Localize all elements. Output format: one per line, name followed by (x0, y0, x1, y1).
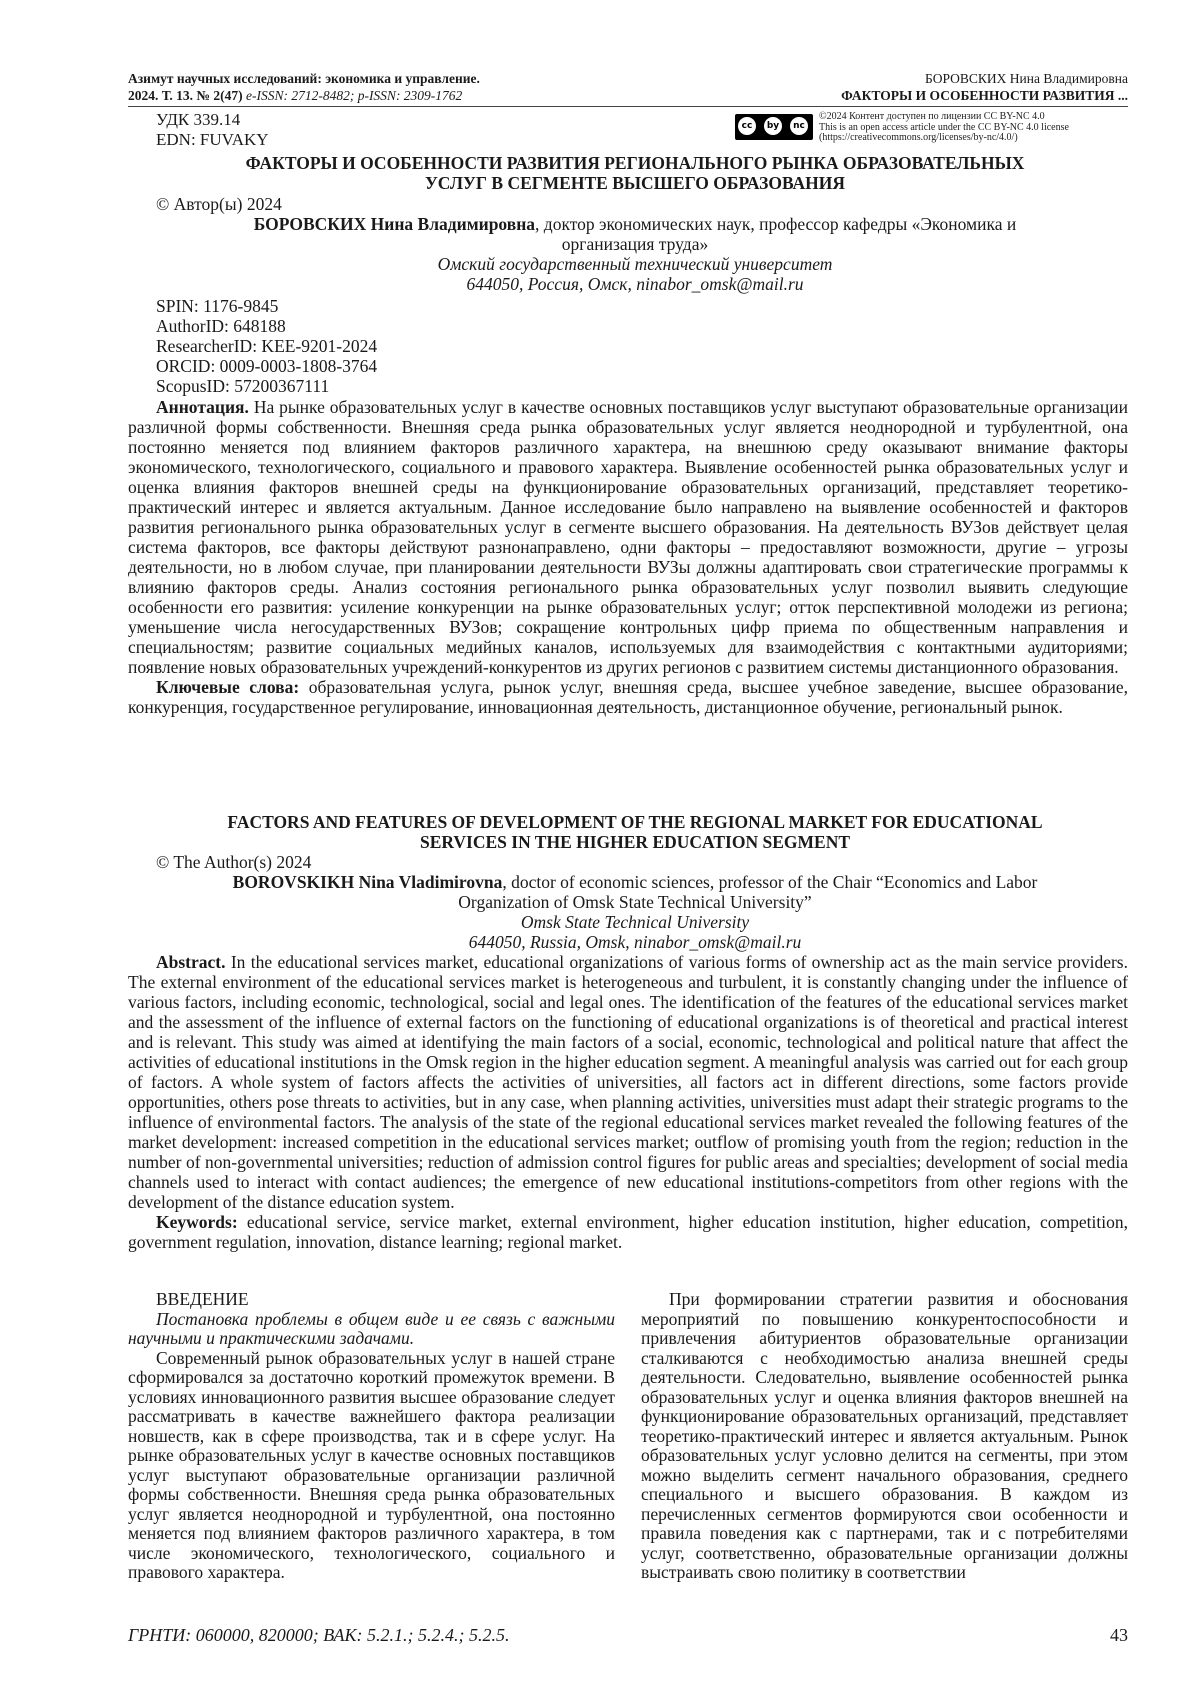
scopus-id: ScopusID: 57200367111 (156, 376, 330, 396)
orcid-id: ORCID: 0009-0003-1808-3764 (156, 356, 378, 376)
running-author: БОРОВСКИХ Нина Владимировна (925, 71, 1128, 86)
running-title: ФАКТОРЫ И ОСОБЕННОСТИ РАЗВИТИЯ ... (841, 88, 1128, 103)
copyright-ru: © Автор(ы) 2024 (156, 194, 282, 214)
journal-name: Азимут научных исследований: экономика и управление. (128, 71, 480, 86)
abstract-en: Abstract. In the educational services market, educational organizations of various forms of ownership act as the main service providers. The external environment of the educational services market is heterogeneous and turbulent, it is constantly changing under the influence of various factors, including economic, technological, social and legal ones. The identification of the features of the educational services market and the assessment of the influence of external factors on the functioning of educational organizations is of theoretical and practical interest and is relevant. This study was aimed at identifying the main factors of a social, economic, technological and political nature that affect the activities of educational institutions in the Omsk region in the higher education segment. A meaningful analysis was carried out for each group of factors. A whole system of factors affects the activities of universities, all factors act in different directions, some factors provide opportunities, others pose threats to activities, but in any case, when planning activities, universities must adapt their strategic programs to the influence of environmental factors. The analysis of the state of the regional educational services market revealed the following features of the market development: increased competition in the educational services market; outflow of promising youth from the region; reduction in the number of non-governmental universities; reduction of admission control figures for public areas and specialties; development of social media channels used to interact with contact audiences; the emergence of new educational institutions-competitors from other regions with the development of the distance education system. Keywords: educational service, service market, external environment, higher education institution, higher education, competition, government regulation, innovation, distance learning; regional market. (128, 952, 1128, 1252)
keywords-en: Keywords: educational service, service market, external environment, higher education institution, higher education, competition, government regulation, innovation, distance learning; regional market. (128, 1212, 1128, 1252)
section-heading: ВВЕДЕНИЕ (156, 1289, 249, 1309)
cc-icon: cc (738, 117, 756, 135)
abstract-label-ru: Аннотация. (156, 397, 249, 417)
body-left-column (128, 1290, 615, 1583)
author-id: AuthorID: 648188 (156, 316, 286, 336)
researcher-id: ResearcherID: KEE-9201-2024 (156, 336, 378, 356)
license-block (735, 112, 1135, 144)
abstract-label-en: Abstract. (156, 952, 226, 972)
page-number: 43 (1110, 1625, 1128, 1645)
keywords-ru: Ключевые слова: образовательная услуга, рынок услуг, внешняя среда, высшее учебное заведение, высшее образование, конкуренция, государственное регулирование, инновационная деятельность, дистанционное обучение, региональный рынок. (128, 677, 1128, 717)
body-right-column (641, 1290, 1128, 1583)
address-ru: 644050, Россия, Омск, ninabor_omsk@mail.ru (466, 274, 804, 294)
license-link[interactable]: (https://creativecommons.org/licenses/by-nc/4.0/) (819, 132, 1018, 143)
udk: УДК 339.14 (156, 110, 241, 129)
author-line-en: BOROVSKIKH Nina Vladimirovna, doctor of economic sciences, professor of the Chair “Economics and Labor Organization of Omsk State Technical University” Omsk State Technical University 644050, Russia, Omsk, ninabor_omsk@mail.ru (160, 872, 1110, 952)
running-header-right (841, 70, 1128, 104)
classification-codes: ГРНТИ: 060000, 820000; ВАК: 5.2.1.; 5.2.4.; 5.2.5. (128, 1625, 510, 1645)
article-title-ru: ФАКТОРЫ И ОСОБЕННОСТИ РАЗВИТИЯ РЕГИОНАЛЬНОГО РЫНКА ОБРАЗОВАТЕЛЬНЫХ УСЛУГ В СЕГМЕНТЕ ВЫСШЕГО ОБРАЗОВАНИЯ (245, 153, 1025, 193)
copyright-en: © The Author(s) 2024 (156, 852, 312, 872)
license-text: ©2024 Контент доступен по лицензии CC BY-NC 4.0 This is an open access article under the CC BY-NC 4.0 license (https://creativecommons.org/licenses/by-nc/4.0/) (819, 112, 1139, 144)
header-divider (128, 106, 1128, 107)
author-name-ru: БОРОВСКИХ Нина Владимировна (253, 214, 536, 234)
abstract-ru: Аннотация. На рынке образовательных услуг в качестве основных поставщиков услуг выступают образовательные организации различной формы собственности. Внешняя среда рынка образовательных услуг является неоднородной и турбулентной, она постоянно меняется под влиянием факторов различного характера, на внешнюю среду оказывают внимание факторы экономического, технологического, социального и правового характера. Выявление особенностей рынка образовательных услуг и оценка влияния факторов внешней среды на функционирование образовательных организаций, представляет теоретико-практический интерес и является актуальным. Данное исследование было направлено на выявление особенностей и факторов развития регионального рынка образовательных услуг в сегменте высшего образования. На деятельность ВУЗов действует целая система факторов, все факторы действуют разнонаправлено, одни факторы – предоставляют возможности, другие – угрозы деятельности, но в любом случае, при планировании деятельности ВУЗы должны адаптировать свои стратегические программы к влиянию факторов среды. Анализ состояния регионального рынка образовательных услуг позволил выявить следующие особенности его развития: усиление конкуренции на рынке образовательных услуг; отток перспективной молодежи из региона; уменьшение числа негосударственных ВУЗов; сокращение контрольных цифр приема по общественным направления и специальностям; развитие социальных медийных каналов, используемых для взаимодействия с контактными аудиториями; появление новых образовательных учреждений-конкурентов из других регионов с развитием системы дистанционного образования. Ключевые слова: образовательная услуга, рынок услуг, внешняя среда, высшее учебное заведение, высшее образование, конкуренция, государственное регулирование, инновационная деятельность, дистанционное обучение, региональный рынок. (128, 397, 1128, 717)
body-paragraph-left: Современный рынок образовательных услуг в нашей стране сформировался за достаточно короткий промежуток времени. В условиях инновационного развития высшее образование следует рассматривать в качестве важнейшего фактора реализации новшеств, как в сфере производства, так и в сфере услуг. На рынке образовательных услуг в качестве основных поставщиков услуг выступают образовательные организации различной формы собственности. Внешняя среда рынка образовательных услуг является неоднородной и турбулентной, она постоянно меняется под влиянием факторов различного характера, в том числе экономического, технологического, социального и правового характера. (128, 1347, 615, 1582)
affiliation-en: Omsk State Technical University (520, 912, 750, 932)
affiliation-ru: Омский государственный технический университет (437, 254, 833, 274)
nc-icon: nc (790, 117, 808, 135)
author-name-en: BOROVSKIKH Nina Vladimirovna (232, 872, 503, 892)
journal-issue: 2024. Т. 13. № 2(47) e-ISSN: 2712-8482; p-ISSN: 2309-1762 (128, 88, 463, 103)
body-paragraph-right: При формировании стратегии развития и обоснования мероприятий по повышению конкурентоспособности и привлечения абитуриентов образовательные организации сталкиваются с необходимостью анализа внешней среды деятельности. Следовательно, выявление особенностей рынка образовательных услуг и оценка влияния факторов внешней на функционирование образовательных организаций, представляет теоретико-практический интерес и является актуальным. Рынок образовательных услуг условно делится на сегменты, при этом можно выделить сегмент начального образования, среднего специального и высшего образования. В каждом из перечисленных сегментов формируются свои особенности и правила поведения как с партнерами, так и с потребителями услуг, соответственно, образовательные организации должны выстраивать свою политику в соответствии (641, 1289, 1128, 1582)
by-icon: by (764, 117, 782, 135)
edn: EDN: FUVAKY (156, 130, 269, 149)
author-line-ru: БОРОВСКИХ Нина Владимировна, доктор экономических наук, профессор кафедры «Экономика и организация труда» Омский государственный технический университет 644050, Россия, Омск, ninabor_omsk@mail.ru (160, 214, 1110, 294)
address-en: 644050, Russia, Omsk, ninabor_omsk@mail.ru (468, 932, 802, 952)
spin-id: SPIN: 1176-9845 (156, 296, 279, 316)
cc-by-nc-badge[interactable] (735, 114, 813, 140)
running-header-left (128, 70, 480, 104)
article-title-en: FACTORS AND FEATURES OF DEVELOPMENT OF THE REGIONAL MARKET FOR EDUCATIONAL SERVICES IN THE HIGHER EDUCATION SEGMENT (227, 812, 1043, 852)
author-ids (156, 296, 377, 396)
section-subheading: Постановка проблемы в общем виде и ее связь с важными научными и практическими задачами. (128, 1308, 615, 1348)
issn: e-ISSN: 2712-8482; p-ISSN: 2309-1762 (245, 88, 463, 103)
